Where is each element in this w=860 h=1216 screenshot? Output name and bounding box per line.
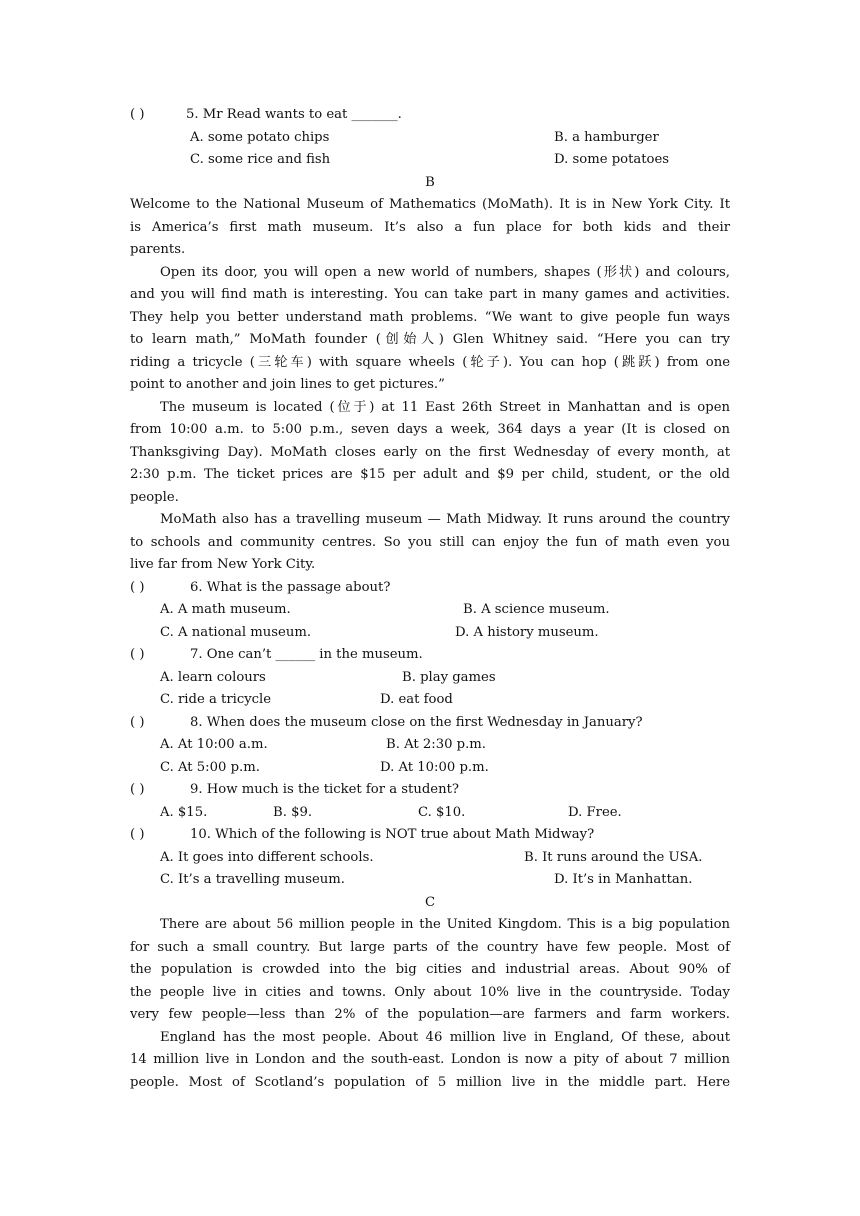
question-stem: 8. When does the museum close on the first Wednesday in January?: [190, 714, 643, 730]
option: C. $10.: [418, 804, 466, 820]
option: C. some rice and fish: [190, 152, 331, 167]
section-heading: C: [424, 894, 436, 910]
text-line: to learn math,” MoMath founder (创始人) Glen Whitney said. “Here you can try: [130, 332, 730, 347]
answer-blank: ( ): [130, 827, 145, 842]
question-8: [130, 712, 730, 735]
option: C. ride a tricycle: [160, 692, 272, 707]
option: A. $15.: [160, 804, 208, 820]
option: D. A history museum.: [455, 624, 599, 640]
option: D. It’s in Manhattan.: [554, 872, 693, 887]
document-page: [130, 104, 730, 1094]
text-line: Welcome to the National Museum of Mathematics (MoMath). It is in New York City. It: [130, 197, 730, 212]
option-row: [130, 689, 730, 712]
option-row: [130, 847, 730, 870]
question-stem: 6. What is the passage about?: [190, 579, 391, 595]
option: B. A science museum.: [463, 602, 610, 617]
option: B. It runs around the USA.: [524, 849, 703, 865]
question-stem: 9. How much is the ticket for a student?: [190, 782, 459, 797]
text-line: people.: [130, 489, 179, 505]
option: D. eat food: [380, 692, 453, 707]
question-10: [130, 824, 730, 847]
text-line: from 10:00 a.m. to 5:00 p.m., seven days a week, 364 days a year (It is closed on: [130, 422, 730, 437]
question-stem: 10. Which of the following is NOT true about Math Midway?: [190, 827, 595, 842]
option-row: [130, 802, 730, 825]
option-row: [130, 599, 730, 622]
text-line: very few people—less than 2% of the population—are farmers and farm workers.: [130, 1007, 730, 1022]
answer-blank: ( ): [130, 782, 145, 797]
text-line: and you will find math is interesting. You can take part in many games and activities.: [130, 287, 730, 302]
text-line: They help you better understand math problems. “We want to give people fun ways: [130, 309, 730, 325]
option: B. a hamburger: [554, 129, 659, 145]
text-line: the people live in cities and towns. Only about 10% live in the countryside. Today: [130, 984, 730, 1000]
question-9: [130, 779, 730, 802]
option-row: [130, 622, 730, 645]
option: A. It goes into different schools.: [160, 849, 374, 865]
text-line: the population is crowded into the big cities and industrial areas. About 90% of: [130, 962, 730, 977]
text-line: live far from New York City.: [130, 557, 316, 572]
text-line: There are about 56 million people in the United Kingdom. This is a big population: [160, 917, 730, 932]
text-line: parents.: [130, 242, 186, 257]
option: C. It’s a travelling museum.: [160, 872, 345, 887]
option: A. A math museum.: [160, 602, 291, 617]
option: D. At 10:00 p.m.: [380, 759, 489, 775]
answer-blank: ( ): [130, 107, 145, 122]
option: B. play games: [402, 669, 496, 685]
section-heading: B: [425, 174, 435, 190]
option: C. A national museum.: [160, 624, 312, 640]
text-line: riding a tricycle (三轮车) with square wheels (轮子). You can hop (跳跃) from one: [130, 354, 730, 370]
question-7: [130, 644, 730, 667]
option: A. At 10:00 a.m.: [160, 737, 268, 752]
text-line: MoMath also has a travelling museum — Math Midway. It runs around the country: [160, 512, 730, 527]
option-row: [130, 149, 730, 172]
option: D. some potatoes: [554, 152, 670, 167]
text-line: The museum is located (位于) at 11 East 26th Street in Manhattan and is open: [160, 399, 730, 415]
question-stem: 7. One can’t ______ in the museum.: [190, 647, 423, 662]
answer-blank: ( ): [130, 647, 145, 662]
option: A. learn colours: [160, 669, 266, 685]
option: C. At 5:00 p.m.: [160, 759, 260, 775]
text-line: 2:30 p.m. The ticket prices are $15 per adult and $9 per child, student, or the old: [130, 467, 730, 482]
question-stem: 5. Mr Read wants to eat _______.: [186, 107, 402, 122]
text-line: Thanksgiving Day). MoMath closes early on the first Wednesday of every month, at: [130, 444, 730, 460]
text-line: for such a small country. But large parts of the country have few people. Most of: [130, 939, 730, 955]
text-line: England has the most people. About 46 million live in England, Of these, about: [160, 1029, 730, 1045]
option: B. At 2:30 p.m.: [386, 737, 486, 752]
text-line: 14 million live in London and the south-east. London is now a pity of about 7 million: [130, 1052, 730, 1067]
option-row: [130, 734, 730, 757]
option: B. $9.: [273, 804, 313, 820]
option: A. some potato chips: [190, 129, 330, 145]
text-line: is America’s first math museum. It’s also a fun place for both kids and their: [130, 219, 730, 235]
question-5: [130, 104, 730, 127]
option: D. Free.: [568, 804, 622, 820]
option-row: [130, 127, 730, 150]
answer-blank: ( ): [130, 579, 145, 595]
question-6: [130, 577, 730, 600]
option-row: [130, 757, 730, 780]
text-line: people. Most of Scotland’s population of 5 million live in the middle part. Here: [130, 1074, 730, 1090]
text-line: to schools and community centres. So you still can enjoy the fun of math even you: [130, 534, 730, 550]
option-row: [130, 869, 730, 892]
answer-blank: ( ): [130, 714, 145, 730]
text-line: point to another and join lines to get pictures.”: [130, 377, 445, 392]
text-line: Open its door, you will open a new world of numbers, shapes (形状) and colours,: [160, 264, 730, 280]
option-row: [130, 667, 730, 690]
